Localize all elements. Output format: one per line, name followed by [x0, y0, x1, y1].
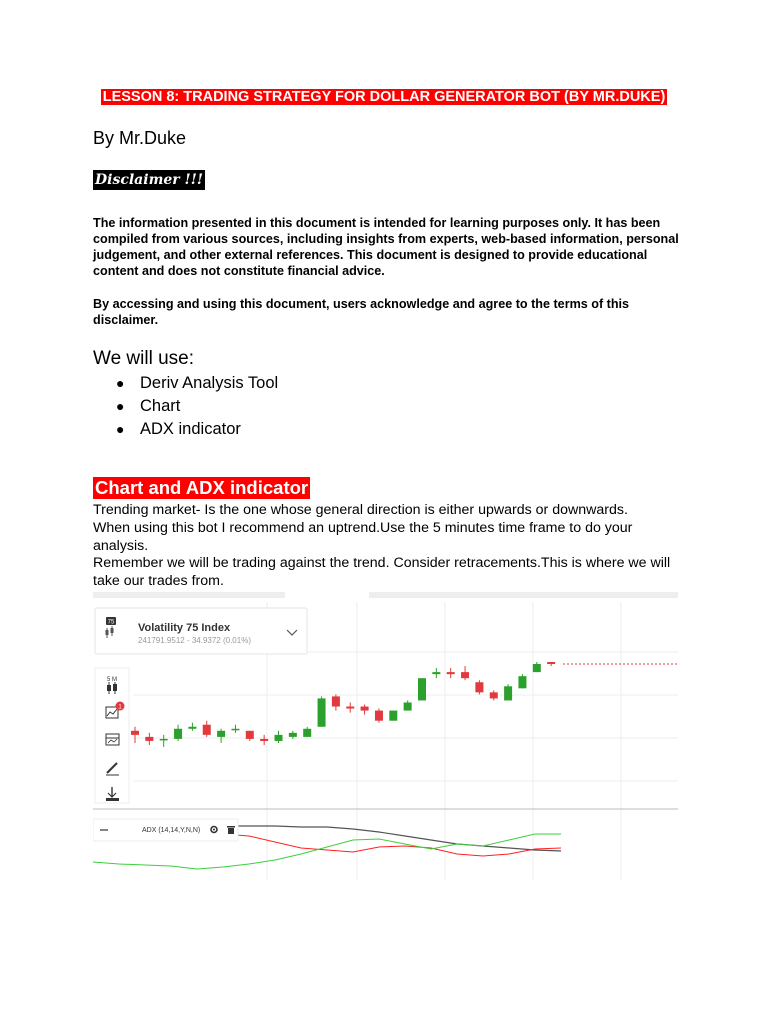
body-line: Remember we will be trading against the trend. Consider retracements.This is where we will take our trades from.	[93, 555, 671, 590]
body-text	[93, 502, 678, 591]
candle-body	[518, 676, 526, 688]
candles	[131, 662, 555, 747]
candle-body	[217, 731, 225, 737]
candle-body	[475, 682, 483, 692]
instrument-badge: 75	[107, 619, 115, 626]
top-strip	[369, 592, 678, 598]
candle-body	[447, 672, 455, 674]
use-list	[116, 372, 278, 441]
candle-body	[332, 696, 340, 706]
candle-body	[461, 672, 469, 678]
list-item	[116, 418, 278, 441]
instrument-card[interactable]	[95, 608, 307, 654]
document-title: LESSON 8: TRADING STRATEGY FOR DOLLAR GENERATOR BOT (BY MR.DUKE)	[102, 89, 666, 105]
candle-body	[246, 731, 254, 739]
left-toolbar	[95, 668, 129, 803]
candle-body	[188, 727, 196, 729]
body-line: Trending market- Is the one whose general direction is either upwards or downwards.	[93, 502, 628, 518]
bullet-icon: ●	[116, 375, 125, 391]
chart-svg	[93, 592, 678, 882]
adx-label-bar[interactable]	[93, 819, 238, 841]
document-title-wrap	[90, 88, 678, 106]
horizontal-grid	[133, 652, 678, 781]
list-item-label: ADX indicator	[140, 420, 241, 438]
section-heading: Chart and ADX indicator	[95, 477, 309, 498]
use-heading: We will use:	[93, 348, 195, 369]
candle-body	[432, 672, 440, 674]
disclaimer-paragraph-1: The information presented in this document is intended for learning purposes only. It has been compiled from various sources, including insights from experts, web-based information, personal judgement, and other external references. This document is designed to provide educational content and does not constitute financial advice.	[93, 216, 679, 278]
chart-screenshot	[93, 592, 678, 882]
candle-body	[504, 686, 512, 700]
candle-body	[318, 698, 326, 726]
instrument-price: 241791.9512 - 34.9372 (0.01%)	[138, 636, 251, 645]
candle-body	[346, 707, 354, 709]
timeframe-label[interactable]: 5 M	[106, 677, 118, 683]
top-strip	[93, 592, 285, 598]
list-item-label: Deriv Analysis Tool	[140, 374, 279, 392]
indicator-badge: 1	[118, 704, 122, 711]
candle-body	[418, 678, 426, 700]
candle-body	[375, 711, 383, 721]
candle-body	[303, 729, 311, 737]
list-item-label: Chart	[140, 397, 181, 415]
candle-body	[547, 662, 555, 664]
author-line: By Mr.Duke	[93, 128, 187, 148]
candle-body	[131, 731, 139, 735]
candle-body	[533, 664, 541, 672]
list-item	[116, 372, 278, 395]
trash-icon[interactable]	[227, 826, 235, 834]
instrument-name: Volatility 75 Index	[138, 622, 231, 634]
disclaimer-heading: Disclaimer !!!	[95, 172, 203, 188]
candle-body	[260, 739, 268, 741]
bullet-icon: ●	[116, 398, 125, 414]
candle-body	[389, 711, 397, 721]
candle-body	[361, 707, 369, 711]
candle-body	[174, 729, 182, 739]
adx-label: ADX (14,14,Y,N,N)	[142, 827, 201, 834]
candle-body	[289, 733, 297, 737]
bullet-icon: ●	[116, 421, 125, 437]
candle-body	[490, 692, 498, 698]
candle-body	[231, 729, 239, 731]
vertical-grid	[267, 602, 621, 880]
disclaimer-paragraph-2: By accessing and using this document, users acknowledge and agree to the terms of this disclaimer.	[93, 297, 630, 327]
candle-body	[404, 702, 412, 710]
candle-body	[160, 739, 168, 741]
candle-body	[203, 725, 211, 735]
candle-body	[145, 737, 153, 741]
list-item	[116, 395, 278, 418]
body-line: When using this bot I recommend an uptrend.Use the 5 minutes time frame to do your analysis.	[93, 519, 633, 554]
candle-body	[275, 735, 283, 741]
